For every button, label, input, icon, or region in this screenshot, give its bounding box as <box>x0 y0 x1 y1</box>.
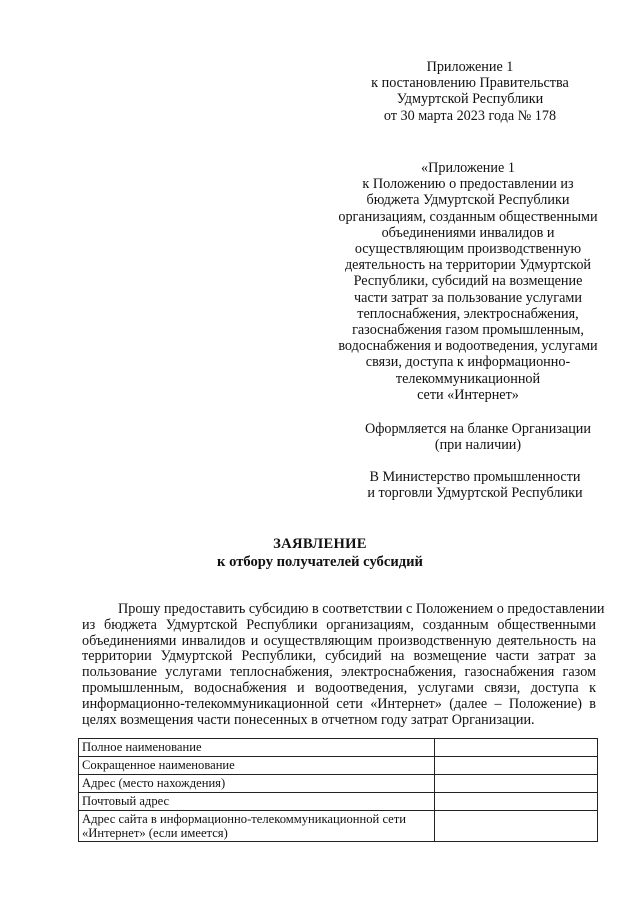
annex-regulation <box>330 160 606 403</box>
body-line: территории Удмуртской Республики, субсидий на возмещение части затрат за <box>82 648 596 665</box>
letterhead-note <box>350 421 606 453</box>
row-value-cell[interactable] <box>435 811 598 842</box>
row-label: Адрес (место нахождения) <box>79 775 435 793</box>
application-body <box>82 601 605 728</box>
row-label-line: Адрес сайта в информационно-телекоммуникационной сети <box>82 812 407 826</box>
letterhead-note-line: Оформляется на бланке Организации <box>364 421 591 437</box>
body-line: из бюджета Удмуртской Республики организациям, созданным общественными <box>82 616 596 633</box>
body-line: пользование услугами теплоснабжения, электроснабжения, газоснабжения газом <box>82 664 596 681</box>
row-label <box>79 811 435 842</box>
addressee-line: и торговли Удмуртской Республики <box>367 485 583 502</box>
row-label: Полное наименование <box>79 739 435 757</box>
body-line: целях возмещения части понесенных в отчетном году затрат Организации. <box>82 711 535 728</box>
table-row <box>79 757 598 775</box>
row-value-cell[interactable] <box>435 739 598 757</box>
annex-regulation-line: теплоснабжения, электроснабжения, <box>357 305 579 322</box>
annex-regulation-line: связи, доступа к информационно- <box>365 354 571 371</box>
annex-header-line: Удмуртской Республики <box>396 91 544 108</box>
title-main: ЗАЯВЛЕНИЕ <box>273 536 367 552</box>
body-line: информационно-телекоммуникационной сети «Интернет» (далее – Положение) в <box>82 695 596 712</box>
row-value-cell[interactable] <box>435 775 598 793</box>
annex-regulation-line: объединениями инвалидов и <box>381 224 555 241</box>
annex-header-line: от 30 марта 2023 года № 178 <box>383 107 557 124</box>
organization-info-table <box>78 738 598 842</box>
annex-header-line: Приложение 1 <box>426 59 514 75</box>
annex-header <box>340 59 600 124</box>
table-row <box>79 793 598 811</box>
annex-regulation-line: «Приложение 1 <box>421 160 515 176</box>
addressee-line: В Министерство промышленности <box>369 469 581 485</box>
annex-regulation-line: Республики, субсидий на возмещение <box>353 273 583 290</box>
annex-regulation-line: организациям, созданным общественными <box>338 208 598 225</box>
annex-header-line: к постановлению Правительства <box>371 75 569 92</box>
body-line: объединениями инвалидов и осуществляющим производственную деятельность на <box>82 632 596 649</box>
document-title <box>0 535 640 571</box>
row-value-cell[interactable] <box>435 757 598 775</box>
annex-regulation-line: бюджета Удмуртской Республики <box>366 192 570 209</box>
annex-regulation-line: сети «Интернет» <box>417 386 519 403</box>
annex-regulation-line: телекоммуникационной <box>395 370 541 387</box>
table-row <box>79 739 598 757</box>
annex-regulation-line: деятельность на территории Удмуртской <box>344 257 592 274</box>
row-label: Почтовый адрес <box>79 793 435 811</box>
letterhead-note-line: (при наличии) <box>434 437 522 454</box>
row-label: Сокращенное наименование <box>79 757 435 775</box>
body-line: промышленным, водоснабжения и водоотведения, услугами связи, доступа к <box>82 679 596 696</box>
table-row <box>79 811 598 842</box>
body-line: Прошу предоставить субсидию в соответствии с Положением о предоставлении <box>118 601 605 617</box>
row-label-line: «Интернет» (если имеется) <box>82 826 228 840</box>
annex-regulation-line: газоснабжения газом промышленным, <box>352 322 584 339</box>
annex-regulation-line: водоснабжения и водоотведения, услугами <box>338 338 598 355</box>
title-sub: к отбору получателей субсидий <box>217 554 423 570</box>
annex-regulation-line: части затрат за пользование услугами <box>354 289 582 306</box>
annex-regulation-line: осуществляющим производственную <box>354 241 582 258</box>
table-row <box>79 775 598 793</box>
annex-regulation-line: к Положению о предоставлении из <box>362 176 574 193</box>
addressee <box>350 469 600 501</box>
row-value-cell[interactable] <box>435 793 598 811</box>
